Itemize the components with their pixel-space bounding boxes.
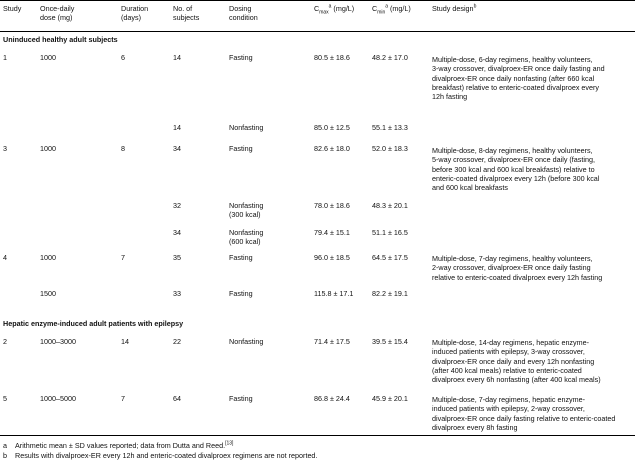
footnote-b: b Results with divalproex-ER every 12h and enteric-coated divalproex regimens are not reported. bbox=[3, 451, 318, 460]
header-cmin: $C_{min}^a$ (mg/L) bbox=[372, 3, 411, 16]
header-design: Study design$^b$ bbox=[432, 3, 477, 13]
table-header bbox=[0, 0, 635, 32]
section-heading-healthy: Uninduced healthy adult subjects bbox=[3, 35, 118, 44]
study-design-text: Multiple-dose, 7-day regimens, hepatic enzyme- induced patients with epilepsy, 2-way crossover, divalproex-ER once daily fasting relative to enteric-coated divalproex every 8h fasting bbox=[432, 395, 616, 433]
header-subjects: No. of subjects bbox=[173, 4, 200, 23]
section-heading-epilepsy: Hepatic enzyme-induced adult patients with epilepsy bbox=[3, 319, 184, 328]
header-dose: Once-daily dose (mg) bbox=[40, 4, 75, 23]
table-bottom-rule bbox=[0, 435, 635, 436]
study-design-text: Multiple-dose, 14-day regimens, hepatic enzyme- induced patients with epilepsy, 3-way crossover, divalproex-ER once daily and every 12h nonfasting (after 400 kcal meals) relative to enteric-coated divalproex every 6h nonfasting (after 400 kcal meals) bbox=[432, 338, 601, 385]
header-duration: Duration (days) bbox=[121, 4, 149, 23]
footnote-a: a Arithmetic mean ± SD values reported; data from Dutta and Reed.[13] bbox=[3, 440, 234, 450]
study-design-text: Multiple-dose, 8-day regimens, healthy volunteers, 5-way crossover, divalproex-ER once daily (fasting, before 300 kcal and 600 kcal breakfasts) relative to enteric-coated divalproex every 12h (before 300 kcal and 600 kcal breakfasts bbox=[432, 146, 600, 193]
header-study: Study bbox=[3, 4, 22, 13]
header-condition: Dosing condition bbox=[229, 4, 258, 23]
study-design-text: Multiple-dose, 7-day regimens, healthy volunteers, 2-way crossover, divalproex-ER once daily fasting relative to enteric-coated divalproex every 12h fasting bbox=[432, 254, 603, 282]
study-design-text: Multiple-dose, 6-day regimens, healthy volunteers, 3-way crossover, divalproex-ER once daily fasting and divalproex-ER once daily nonfasting (after 660 kcal breakfast) relative to enteric-coated divalproex every 12h fasting bbox=[432, 55, 605, 102]
header-cmax: $C_{max}^a$ (mg/L) bbox=[314, 3, 355, 16]
pk-table: Study Once-daily dose (mg) Duration (days) No. of subjects Dosing condition $C_{max}^a$ (mg/L) $C_{min}^a$ (mg/L) Study design$^b$ Uninduced healthy adult subjects 1 1000 6 14 Fasting 80.5 ± 18.6 48.2 ± 17.0 Multiple-dose, 6-day regimens, healthy volunteers, 3-way crossover, divalproex-ER once daily fasting and divalproex-ER once daily nonfasting (after 660 kcal breakfast) relative to enteric-coated divalproex every 12h fasting 14 Nonfasting 85.0 ± 12.5 55.1 ± 13.3 3 1000 8 34 Fasting 82.6 ± 18.0 52.0 ± 18.3 Multiple-dose, 8-day regimens, healthy volunteers, 5-way crossover, divalproex-ER once daily (fasting, before 300 kcal and 600 kcal breakfasts) relative to enteric-coated divalproex every 12h (before 300 kcal and 600 kcal breakfasts 32 Nonfasting (300 kcal) 78.0 ± 18.6 48.3 ± 20.1 34 Nonfasting (600 kcal) 79.4 ± 15.1 51.1 ± 16.5 4 1000 7 35 Fasting 96.0 ± 18.5 64.5 ± 17.5 Multiple-dose, 7-day regimens, healthy volunteers, 2-way crossover, divalproex-ER once daily fasting relative to enteric-coated divalproex every 12h fasting 1500 33 Fasting 115.8 ± 17.1 82.2 ± 19.1 Hepatic enzyme-induced adult patients with epilepsy 2 1000–3000 14 22 Nonfasting 71.4 ± 17.5 39.5 ± 15.4 Multiple-dose, 14-day regimens, hepatic enzyme- induced patients with epilepsy, 3-way crossover, divalproex-ER once daily and every 12h nonfasting (after 400 kcal meals) relative to enteric-coated divalproex every 6h nonfasting (after 400 kcal meals) 5 1000–5000 7 64 Fasting 86.8 ± 24.4 45.9 ± 20.1 Multiple-dose, 7-day regimens, hepatic enzyme- induced patients with epilepsy, 2-way crossover, divalproex-ER once daily fasting relative to enteric-coated divalproex every 8h fasting a Arithmetic mean ± SD values reported; data from Dutta and Reed.[13] b Results with divalproex-ER every 12h and enteric-coated divalproex regimens are not reported. bbox=[0, 0, 635, 32]
